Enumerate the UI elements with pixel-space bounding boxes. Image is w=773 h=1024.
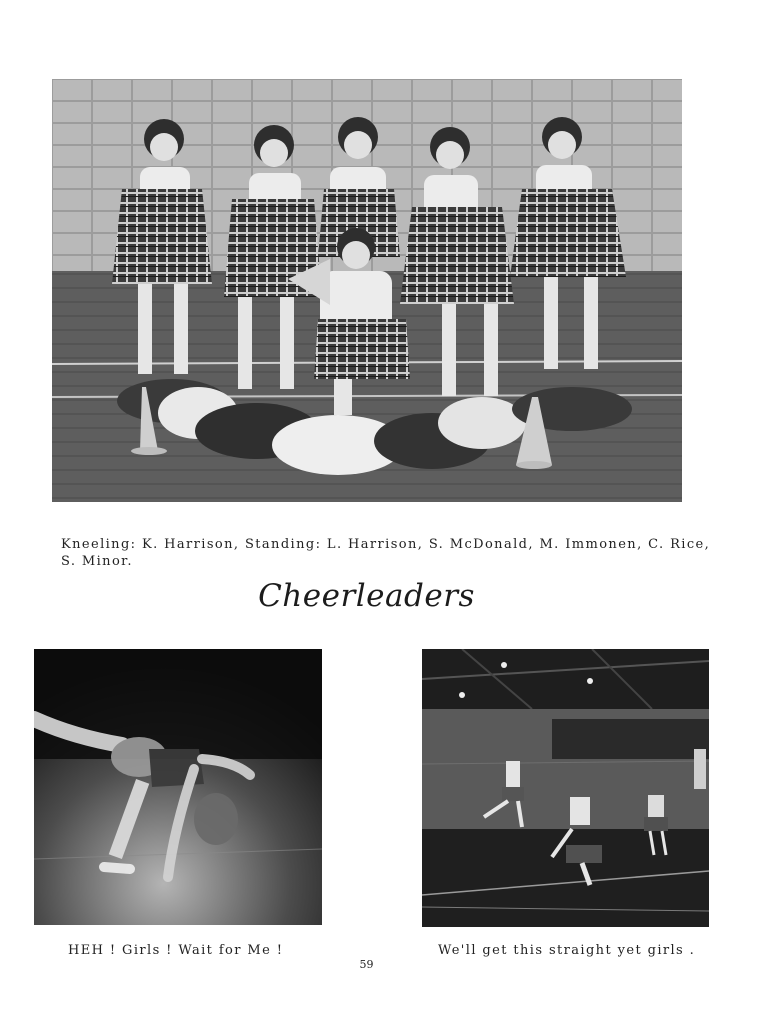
practice-photo-image [422, 649, 709, 927]
page-title: Cheerleaders [258, 578, 475, 614]
cartwheel-photo-caption: HEH ! Girls ! Wait for Me ! [68, 943, 284, 958]
cartwheel-photo [34, 649, 322, 925]
cartwheel-photo-image [34, 649, 322, 925]
group-photo-caption: Kneeling: K. Harrison, Standing: L. Harrison, S. McDonald, M. Immonen, C. Rice, S. Minor. [61, 537, 711, 569]
practice-photo [422, 649, 709, 927]
group-photo-image [52, 79, 682, 502]
group-photo [52, 79, 682, 502]
page-number: 59 [359, 958, 374, 971]
practice-photo-caption: We'll get this straight yet girls . [438, 943, 696, 958]
